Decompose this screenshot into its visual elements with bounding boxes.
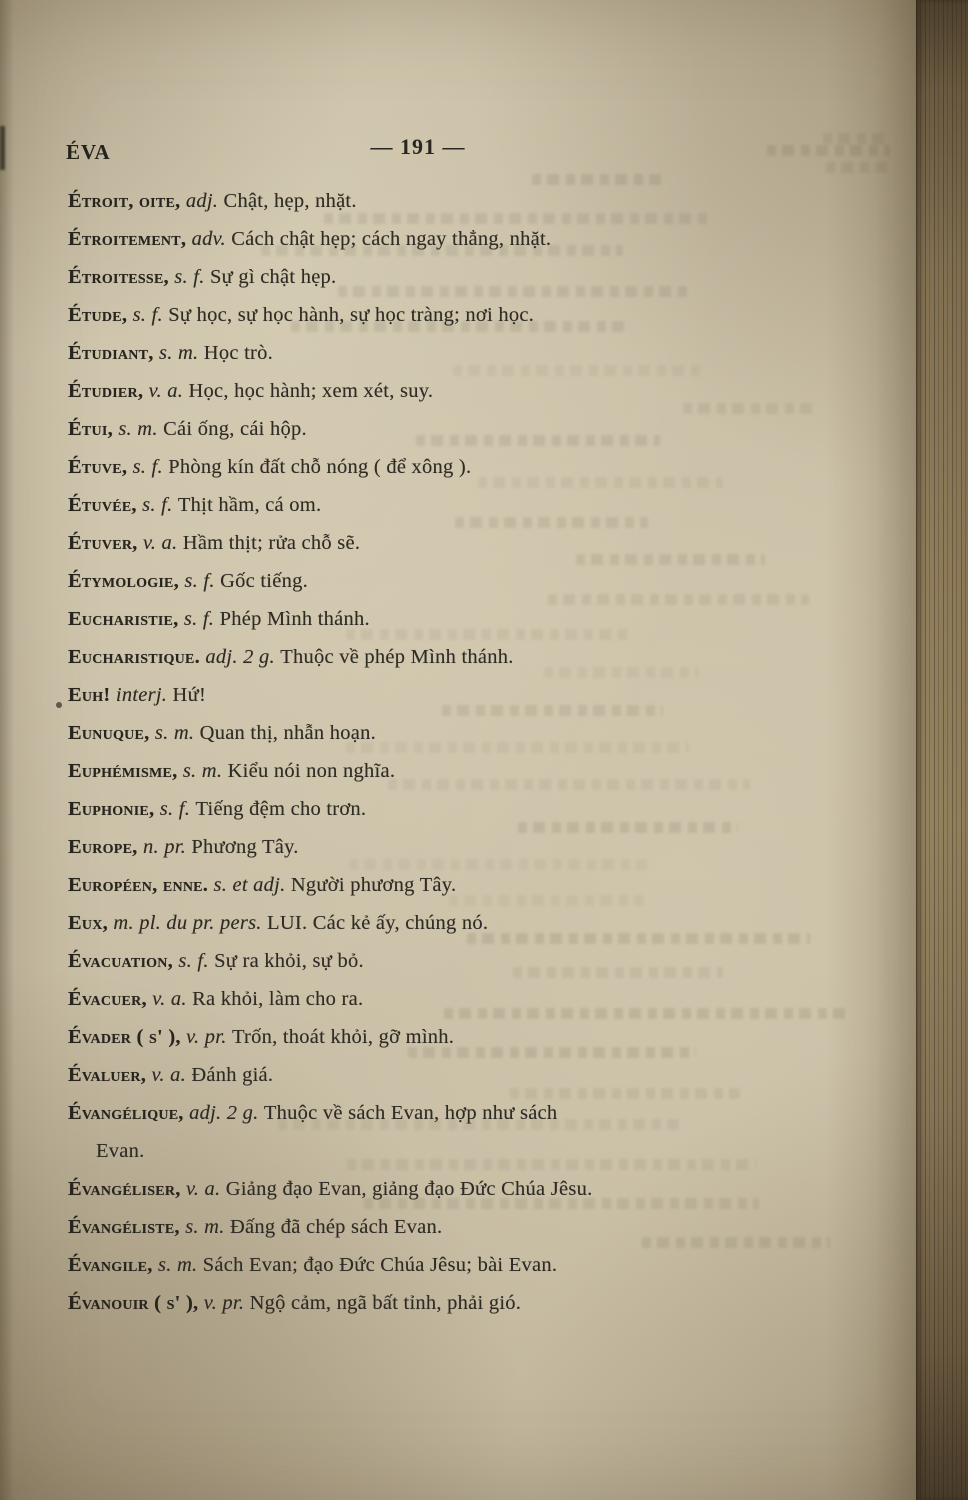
dictionary-entry xyxy=(68,790,790,828)
entry-grammar-label: m. pl. du pr. pers. xyxy=(113,912,268,934)
entry-definition: Học trò. xyxy=(203,342,273,364)
entry-definition: Ra khỏi, làm cho ra. xyxy=(192,988,364,1010)
entry-grammar-label: adj. 2 g. xyxy=(189,1102,264,1124)
entry-definition: Hứ! xyxy=(172,684,207,706)
book-fore-edge xyxy=(916,0,968,1500)
entry-headword: Étudier, xyxy=(68,380,149,402)
entry-definition: Ngộ cảm, ngã bất tỉnh, phải gió. xyxy=(249,1292,522,1314)
dictionary-entry xyxy=(68,942,790,980)
dictionary-entry xyxy=(68,866,790,904)
dictionary-entry xyxy=(68,486,790,524)
dictionary-entry xyxy=(68,752,790,790)
entry-grammar-label: v. a. xyxy=(185,1178,226,1200)
entry-grammar-label: s. et adj. xyxy=(213,874,291,896)
dictionary-entry xyxy=(68,980,790,1018)
entry-headword: Étymologie, xyxy=(68,570,185,592)
entry-grammar-label: v. pr. xyxy=(186,1026,232,1048)
dictionary-entry xyxy=(68,904,790,942)
entry-grammar-label: s. f. xyxy=(183,608,220,630)
entry-grammar-label: s. m. xyxy=(185,1216,230,1238)
entry-grammar-label: s. f. xyxy=(178,950,215,972)
page-left-edge-shade xyxy=(0,0,14,1500)
running-head-catchword: ÉVA xyxy=(66,140,111,164)
entry-grammar-label: v. a. xyxy=(148,380,189,402)
entry-headword: Étroitesse, xyxy=(68,266,175,288)
entry-grammar-label: s. f. xyxy=(184,570,221,592)
entries-list xyxy=(68,182,790,1322)
entry-definition: Sự học, sự học hành, sự học tràng; nơi học. xyxy=(168,304,535,326)
entry-grammar-label: s. f. xyxy=(132,304,169,326)
scan-edge-artifact xyxy=(0,126,5,170)
entry-definition: Thuộc về sách Evan, hợp như sách xyxy=(263,1102,558,1124)
entry-headword: Euh! xyxy=(68,684,116,706)
entry-grammar-label: s. m. xyxy=(154,722,200,744)
entry-grammar-label: v. pr. xyxy=(203,1292,250,1314)
page-number: — 191 — xyxy=(370,134,466,159)
dictionary-entry xyxy=(68,562,790,600)
entry-definition: Thuộc về phép Mình thánh. xyxy=(280,646,514,668)
entry-definition: Đánh giá. xyxy=(191,1064,274,1086)
entry-headword: Étuve, xyxy=(68,456,133,478)
dictionary-entry xyxy=(68,524,790,562)
bleedthrough-line xyxy=(826,162,890,173)
entry-headword: Évaluer, xyxy=(68,1064,152,1086)
entry-definition: Trốn, thoát khỏi, gỡ mình. xyxy=(231,1026,455,1048)
entry-headword: Évangile, xyxy=(68,1254,158,1276)
dictionary-entry xyxy=(68,1284,790,1322)
entry-headword: Europe, xyxy=(68,836,143,858)
entry-headword: Étudiant, xyxy=(68,342,159,364)
dictionary-entry xyxy=(68,828,790,866)
entry-definition: Sự ra khỏi, sự bỏ. xyxy=(214,950,364,972)
entry-grammar-label: n. pr. xyxy=(142,836,192,858)
entry-grammar-label: s. f. xyxy=(142,494,178,516)
dictionary-entry xyxy=(68,600,790,638)
entry-headword: Étroitement, xyxy=(68,228,192,250)
entry-definition: Chật, hẹp, nhặt. xyxy=(223,190,357,212)
entry-headword: Euphémisme, xyxy=(68,760,183,782)
entry-definition: LUI. Các kẻ ấy, chúng nó. xyxy=(267,912,489,934)
entry-headword: Évacuer, xyxy=(68,988,153,1010)
entry-headword: Eunuque, xyxy=(68,722,155,744)
dictionary-entry xyxy=(68,1170,790,1208)
entry-definition: Đấng đã chép sách Evan. xyxy=(229,1216,443,1238)
entry-definition: Tiếng đệm cho trơn. xyxy=(195,798,367,820)
dictionary-entry xyxy=(68,1246,790,1284)
dictionary-entry xyxy=(68,296,790,334)
entry-definition: Phương Tây. xyxy=(191,836,299,858)
entry-headword: Eucharistique. xyxy=(68,646,206,668)
entry-headword: Évangélique, xyxy=(68,1102,190,1124)
dictionary-entry xyxy=(68,638,790,676)
entry-headword: Évacuation, xyxy=(68,950,179,972)
entry-grammar-label: s. f. xyxy=(132,456,169,478)
dictionary-entry xyxy=(68,220,790,258)
dictionary-entry xyxy=(68,334,790,372)
entry-definition: Sự gì chật hẹp. xyxy=(209,266,337,288)
entry-grammar-label: s. m. xyxy=(157,1254,203,1276)
entry-headword: Étui, xyxy=(68,418,119,440)
dictionary-entry xyxy=(68,182,790,220)
entry-grammar-label: s. f. xyxy=(174,266,210,288)
entry-definition: Cái ống, cái hộp. xyxy=(163,418,307,440)
entry-headword: Euphonie, xyxy=(68,798,160,820)
entry-definition: Kiểu nói non nghĩa. xyxy=(227,760,396,782)
dictionary-entry xyxy=(68,410,790,448)
entry-headword: Européen, enne. xyxy=(68,874,214,896)
dictionary-entry xyxy=(68,448,790,486)
dictionary-entry xyxy=(68,1208,790,1246)
entry-definition: Người phương Tây. xyxy=(290,874,457,896)
page-curl-shadow xyxy=(826,0,916,1500)
entry-definition: Phòng kín đất chỗ nóng ( để xông ). xyxy=(168,456,472,478)
entry-definition-continuation: Evan. xyxy=(96,1140,145,1162)
entry-grammar-label: adj. xyxy=(185,190,224,212)
entry-grammar-label: v. a. xyxy=(152,988,193,1010)
entry-definition: Sách Evan; đạo Đức Chúa Jêsu; bài Evan. xyxy=(202,1254,558,1276)
entry-headword: Eux, xyxy=(68,912,114,934)
entry-grammar-label: s. f. xyxy=(159,798,196,820)
entry-headword: Eucharistie, xyxy=(68,608,184,630)
entry-headword: Étroit, oite, xyxy=(68,190,186,212)
dictionary-entry xyxy=(68,1018,790,1056)
entry-headword: Évader ( s' ), xyxy=(68,1026,187,1048)
entry-definition: Giảng đạo Evan, giảng đạo Đức Chúa Jêsu. xyxy=(225,1178,593,1200)
ink-speck xyxy=(56,702,62,708)
entry-definition: Thịt hầm, cá om. xyxy=(177,494,322,516)
dictionary-entry xyxy=(68,372,790,410)
page-number-row xyxy=(0,134,836,160)
dictionary-entry xyxy=(68,1094,790,1170)
entry-grammar-label: adv. xyxy=(191,228,232,250)
entry-definition: Gốc tiếng. xyxy=(220,570,308,592)
entry-headword: Étude, xyxy=(68,304,133,326)
entry-grammar-label: s. m. xyxy=(118,418,164,440)
entry-headword: Évangéliser, xyxy=(68,1178,186,1200)
entry-grammar-label: interj. xyxy=(115,684,173,706)
entry-definition: Học, học hành; xem xét, suy. xyxy=(188,380,434,402)
entry-definition: Phép Mình thánh. xyxy=(219,608,370,630)
entry-headword: Évangéliste, xyxy=(68,1216,186,1238)
dictionary-entry xyxy=(68,676,790,714)
entry-definition: Hầm thịt; rửa chỗ sẽ. xyxy=(182,532,361,554)
dictionary-entry xyxy=(68,258,790,296)
entry-headword: Étuvée, xyxy=(68,494,143,516)
entry-definition: Quan thị, nhẫn hoạn. xyxy=(199,722,377,744)
entry-grammar-label: s. m. xyxy=(159,342,204,364)
entry-headword: Évanouir ( s' ), xyxy=(68,1292,204,1314)
entry-grammar-label: adj. 2 g. xyxy=(205,646,281,668)
entry-headword: Étuver, xyxy=(68,532,143,554)
dictionary-entry xyxy=(68,1056,790,1094)
entry-definition: Cách chật hẹp; cách ngay thẳng, nhặt. xyxy=(231,228,552,250)
entry-grammar-label: v. a. xyxy=(151,1064,192,1086)
dictionary-entry xyxy=(68,714,790,752)
entry-grammar-label: s. m. xyxy=(182,760,228,782)
entry-grammar-label: v. a. xyxy=(142,532,183,554)
